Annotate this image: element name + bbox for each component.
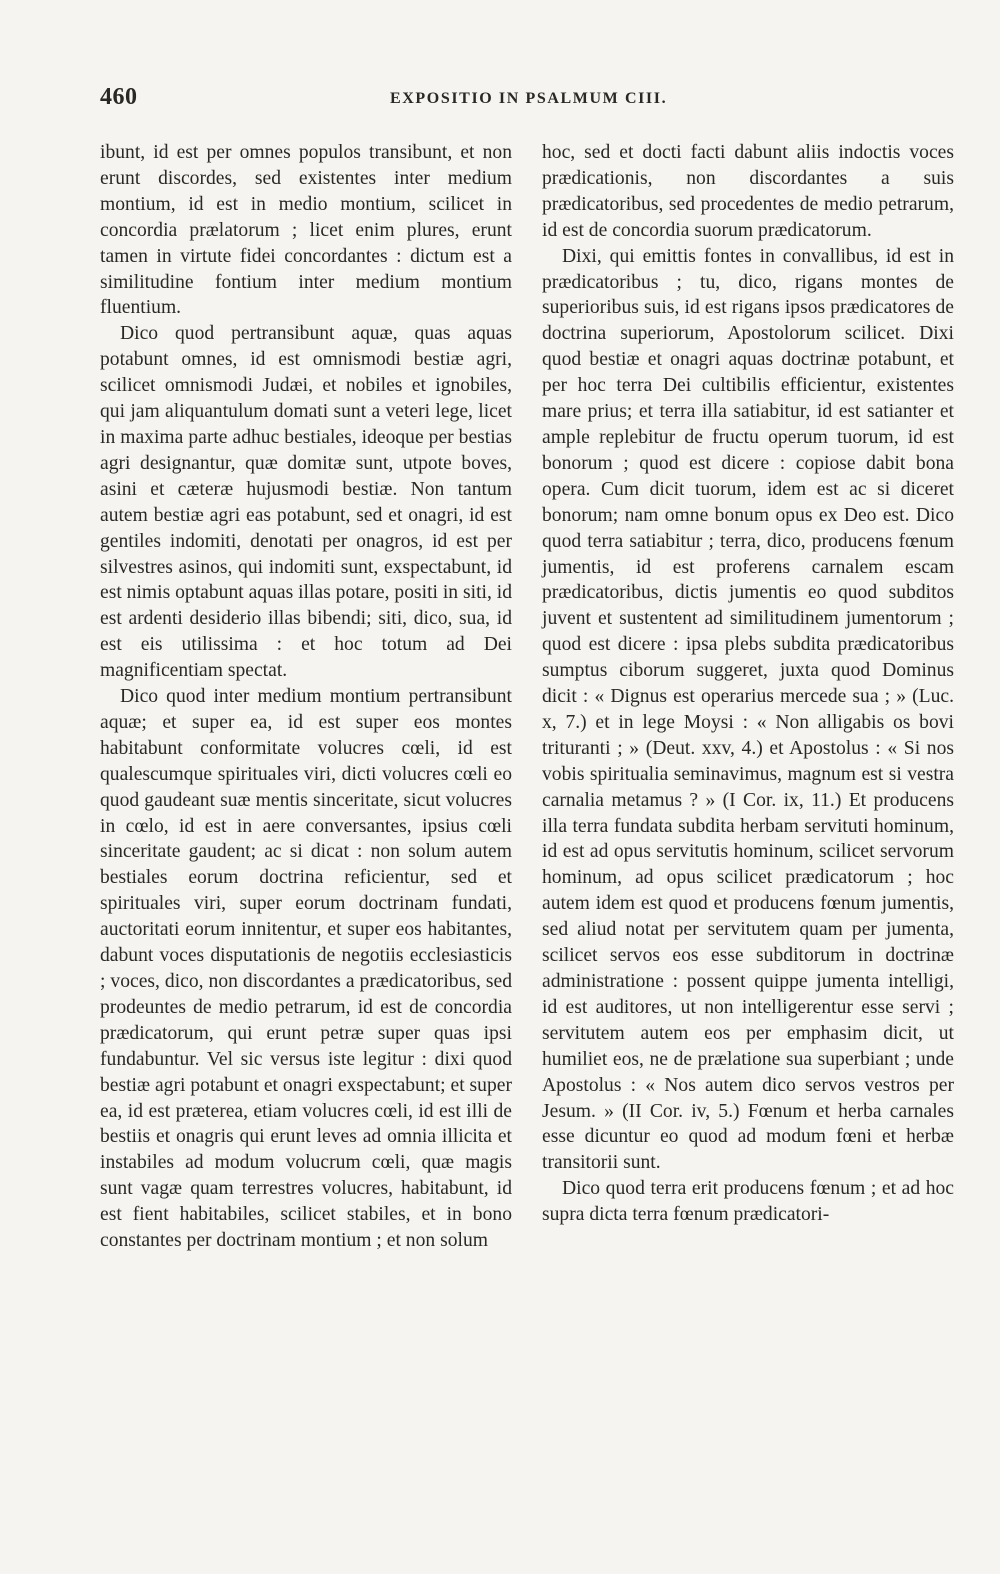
paragraph: Dico quod inter medium montium pertransibunt aquæ; et super ea, id est super eos montes habitabunt conformitate volucres cœli, id est qualescumque spirituales viri, dicti volucres cœli eo quod gaudeant suæ mentis sinceritate, sicut volucres in cœlo, id est in aere conversantes, ipsius cœli sinceritate gaudent; ac si dicat : non solum autem bestiales eorum doctrina reficientur, sed et spirituales viri, super eorum doctrinam fundati, auctoritati eorum innitentur, et super eos habitantes, dabunt voces disputationis de negotiis ecclesiasticis ; voces, dico, non discordantes a prædicatoribus, sed prodeuntes de medio petrarum, id est de concordia prædicatorum, qui erunt petræ super quas ipsi fundabuntur. Vel sic versus iste legitur : dixi quod bestiæ agri potabunt et onagri exspectabunt; et super ea, id est præterea, etiam volucres cœli, id est illi de bestiis et onagris qui erunt leves ad omnia illicita et instabiles ad modum volucrum cœli, quæ magis sunt vagæ quam terrestres volucres, habitabunt, id est fient habitabiles, scilicet stabiles, et in bono constantes per doctrinam montium ; et non solum — [100, 686, 512, 1252]
page-header — [100, 84, 960, 114]
left-column — [100, 140, 512, 1254]
paragraph: Dixi, qui emittis fontes in convallibus, id est in prædicatoribus ; tu, dico, rigans montes de superioribus suis, id est rigans ipsos prædicatores de doctrina superiorum, Apostolorum scilicet. Dixi quod bestiæ et onagri aquas doctrinæ potabunt, et per hoc terra Dei cultibilis efficientur, existentes mare prius; et terra illa satiabitur, id est satianter et ample replebitur de fructu operum tuorum, id est bonorum ; quod est dicere : copiose dabit bona opera. Cum dicit tuorum, idem est ac si diceret bonorum; nam omne bonum opus ex Deo est. Dico quod terra satiabitur ; terra, dico, producens fœnum jumentis, id est proferens carnalem escam prædicatoribus, dictis jumentis eo quod subditos juvent et sustentent ad similitudinem jumentorum ; quod est dicere : ipsa plebs subdita prædicatoribus sumptus ciborum suggeret, juxta quod Dominus dicit : « Dignus est operarius mercede sua ; » (Luc. x, 7.) et in lege Moysi : « Non alligabis os bovi trituranti ; » (Deut. xxv, 4.) et Apostolus : « Si nos vobis spiritualia seminavimus, magnum est si vestra carnalia metamus ? » (I Cor. ix, 11.) Et producens illa terra fundata subdita herbam servituti hominum, id est ad opus servitutis hominum, scilicet servorum hominum, ad opus scilicet prædicatorum ; hoc autem idem est quod et producens fœnum jumentis, sed aliud notat per servitutem quam per jumenta, scilicet servos eos esse subditorum in doctrinæ administratione : possent quippe jumenta intelligi, id est auditores, ut non intelligerentur esse servi ; servitutem autem eos per emphasim dicit, ut humiliet eos, ne de prælatione sua superbiant ; unde Apostolus : « Nos autem dico servos vestros per Jesum. » (II Cor. iv, 5.) Fœnum et herba carnales esse dicuntur eo quod ad modum fœni et herbæ transitorii sunt. — [542, 245, 954, 1174]
page-number: 460 — [100, 84, 138, 110]
paragraph: ibunt, id est per omnes populos transibunt, et non erunt discordes, sed existentes inter medium montium, id est in medio montium, scilicet in concordia prælatorum ; licet enim plures, erunt tamen in virtute fidei concordantes : dictum est a similitudine fontium inter medium montium fluentium. — [100, 142, 512, 319]
paragraph: Dico quod terra erit producens fœnum ; et ad hoc supra dicta terra fœnum prædicatori- — [542, 1178, 954, 1226]
right-column — [542, 140, 954, 1228]
paragraph: hoc, sed et docti facti dabunt aliis indoctis voces prædicationis, non discordantes a suis prædicatoribus, sed procedentes de medio petrarum, id est de concordia suorum prædicatorum. — [542, 142, 954, 241]
paragraph: Dico quod pertransibunt aquæ, quas aquas potabunt omnes, id est omnismodi bestiæ agri, scilicet omnismodi Judæi, et nobiles et ignobiles, qui jam aliquantulum domati sunt a veteri lege, licet in maxima parte adhuc bestiales, ideoque per bestias agri designantur, quæ domitæ sunt, utpote boves, asini et cæteræ hujusmodi bestiæ. Non tantum autem bestiæ agri eas potabunt, sed et onagri, id est gentiles indomiti, denotati per onagros, id est per silvestres asinos, qui indomiti sunt, exspectabunt, id est nimis optabunt aquas illas potare, positi in siti, id est ardenti desiderio illas bibendi; siti, dico, sua, id est eis utilissima : et hoc totum ad Dei magnificentiam spectat. — [100, 323, 512, 682]
running-title: EXPOSITIO IN PSALMUM CIII. — [390, 90, 668, 107]
